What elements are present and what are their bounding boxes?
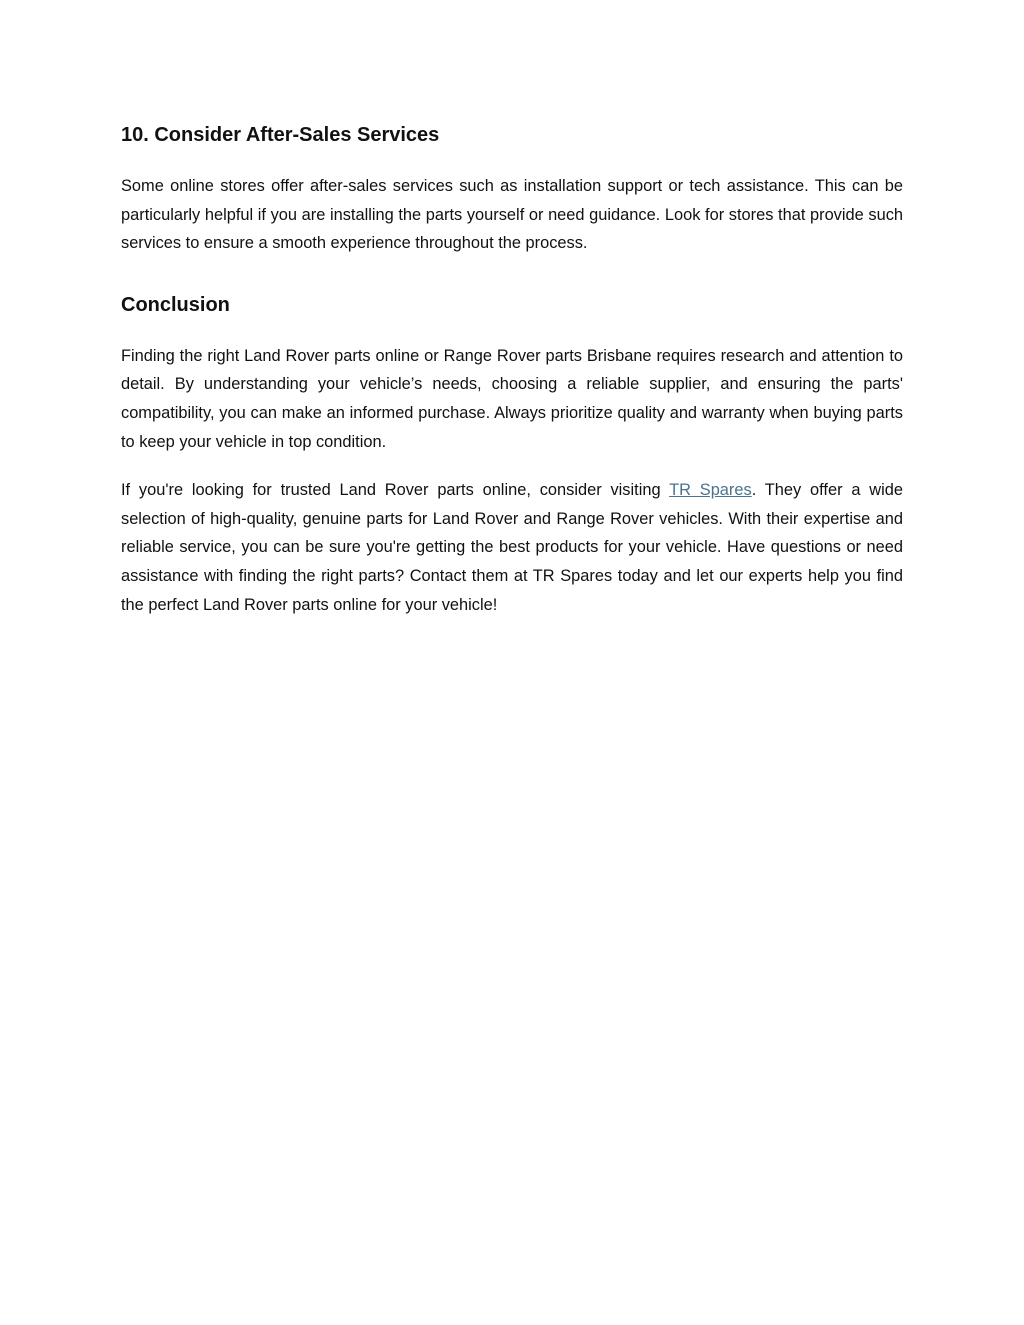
paragraph-text-before-link: If you're looking for trusted Land Rover parts online, consider visiting xyxy=(121,481,670,500)
paragraph-text-after-link: . They offer a wide selection of high-quality, genuine parts for Land Rover and Range Rover vehicles. With their expertise and reliable service, you can be sure you're getting the best products for your vehicle. Have questions or need assistance with finding the right parts? Contact them at TR Spares today and let our experts help you find the perfect Land Rover parts online for your vehicle! xyxy=(121,481,903,614)
paragraph-conclusion-1: Finding the right Land Rover parts online or Range Rover parts Brisbane requires research and attention to detail. By understanding your vehicle’s needs, choosing a reliable supplier, and ensuring the parts' compatibility, you can make an informed purchase. Always prioritize quality and warranty when buying parts to keep your vehicle in top condition. xyxy=(121,346,903,451)
tr-spares-link[interactable]: TR Spares xyxy=(669,481,752,500)
section-heading-conclusion: Conclusion xyxy=(121,293,230,316)
section-heading-after-sales: 10. Consider After-Sales Services xyxy=(121,124,440,146)
paragraph-after-sales: Some online stores offer after-sales services such as installation support or tech assistance. This can be particularly helpful if you are installing the parts yourself or need guidance. Look for stores that provide such services to ensure a smooth experience throughout the process. xyxy=(121,177,903,253)
document-page xyxy=(121,118,903,619)
paragraph-conclusion-2 xyxy=(121,476,903,619)
